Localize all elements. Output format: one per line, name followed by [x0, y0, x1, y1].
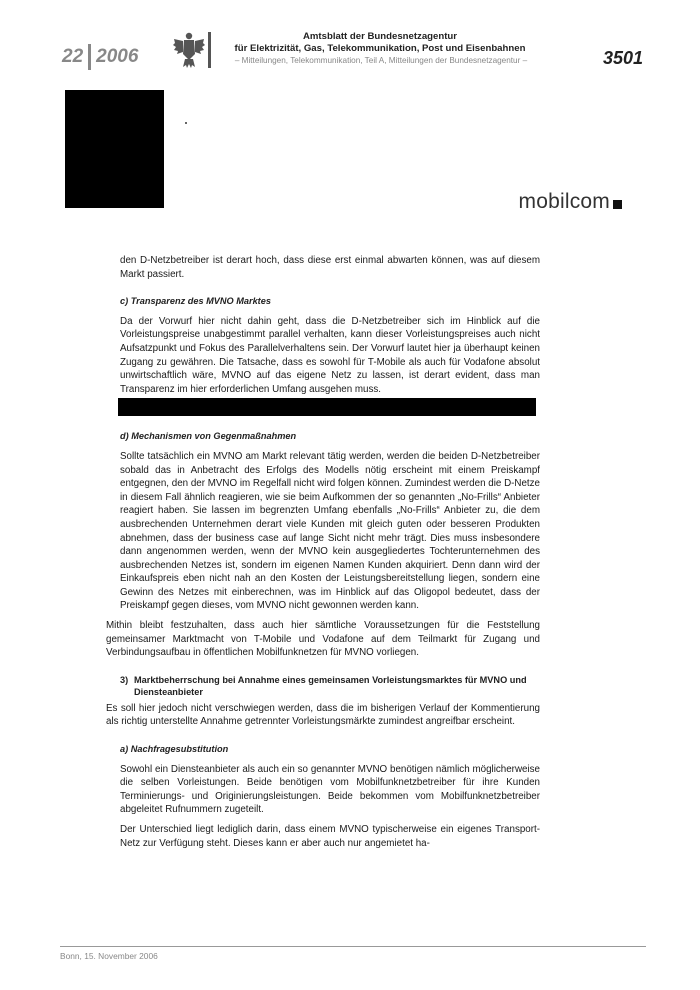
issue-number: [62, 44, 138, 70]
section-3-number: 3): [120, 674, 129, 685]
paragraph-transparenz: Da der Vorwurf hier nicht dahin geht, dass die D-Netzbetreiber sich im Hinblick auf die Vorleistungspreise unabgestimmt parallel verhalten, kann dieser Vorleistungspreises auch nicht Aufsatzpunkt und Fokus des Parallelverhaltens sein. Der Vorwurf lautet hier ja überhaupt keinen Zugang zu gewähren. Die Tatsache, dass es sowohl für T-Mobile als auch für Vodafone absolut unwirtschaftlich wäre, MVNO auf das eigene Netz zu lassen, ist derart evident, dass man Transparenz im hier erforderlichen Umfang ausgehen muss.: [120, 315, 540, 395]
paragraph-section-3: Es soll hier jedoch nicht verschwiegen werden, dass die im bisherigen Verlauf der Kommentierung als richtig unterstellte Annahme getrennter Vorleistungsmärkte zumindest angreifbar erscheint.: [106, 702, 540, 728]
paragraph-nachfrage-2: Der Unterschied liegt lediglich darin, dass einem MVNO typischerweise ein eigenes Transport-Netz zur Verfügung steht. Dieses kann er aber auch nur angemietet ha-: [120, 824, 540, 849]
heading-gegenmassnahmen: d) Mechanismen von Gegenmaßnahmen: [120, 431, 297, 442]
publication-title: [222, 31, 538, 55]
paragraph-nachfrage-1: Sowohl ein Diensteanbieter als auch ein so genannter MVNO benötigen nämlich möglicherweise die selben Vorleistungen. Beide benötigen vom Mobilfunknetzbetreiber für ihre Kunden Terminierungs- und Originierungsleistungen. Beide bekommen vom Mobilfunknetzbetreiber abgeleitet Rufnummern zugeteilt.: [120, 763, 540, 816]
redacted-line: [118, 398, 536, 416]
paragraph-gegenmassnahmen: Sollte tatsächlich ein MVNO am Markt relevant tätig werden, werden die beiden D-Netzbetreiber sobald das in Anbetracht des Erfolgs des Modells nötig erscheint mit einem Preiskampf entgegnen, den der MVNO im Regelfall nicht wird folgen können. Zumindest werden die D-Netze in diesem Fall ähnlich reagieren, wie sie beim Aufkommen der so genannten „No-Frills“ Anbieter reagiert haben. Sie lassen im begrenzten Umfang ebenfalls „No-Frills“ Anbieter zu, die dem ausbrechenden Unternehmen derart viele Kunden mit gleich guten oder besseren Produkten abnehmen, dass der business case auf lange Sicht nicht mehr trägt. Dies muss insbesondere dann angenommen werden, wenn der MVNO kein ausgegliedertes Tochterunternehmen des ausbrechenden Netzes ist, sondern im eigenen Namen Kunden akquiriert. Denn dann wird der Einkaufspreis eben nicht nah an den Kosten der Leistungsbereitstellung liegen, sondern eine Gewinn des Netzes mit einberechnen, was im Hinblick auf das Oligopol bedeutet, dass der Preiskampf gegen dieses, vom MVNO nicht gewonnen werden kann.: [120, 450, 540, 612]
title-line-1: Amtsblatt der Bundesnetzagentur: [302, 31, 458, 42]
issue-divider: [88, 44, 91, 70]
federal-eagle-icon: [172, 30, 206, 70]
page-number: 3501: [602, 48, 643, 68]
footer-date: Bonn, 15. November 2006: [60, 951, 158, 961]
section-3-heading: [120, 674, 540, 698]
speck: [185, 122, 187, 124]
heading-nachfragesubstitution: a) Nachfragesubstitution: [120, 744, 229, 755]
logo-text: mobilcom: [518, 190, 610, 213]
paragraph-conclusion: Mithin bleibt festzuhalten, dass auch hier sämtliche Voraussetzungen für die Feststellung gemeinsamer Marktmacht von T-Mobile und Vodafone auf dem Teilmarkt für Zugang und Verbindungsaufbau in öffentlichen Mobilfunknetzen für MVNO vorliegen.: [106, 620, 540, 659]
issue-year: 2006: [96, 46, 139, 67]
heading-transparenz: c) Transparenz des MVNO Marktes: [120, 296, 271, 307]
header-divider: [208, 32, 211, 68]
document-body: [106, 254, 540, 850]
redacted-block: [65, 90, 164, 208]
title-line-2: für Elektrizität, Gas, Telekommunikation, Post und Eisenbahnen: [234, 43, 526, 54]
footer-divider: [60, 946, 646, 947]
intro-paragraph: den D-Netzbetreiber ist derart hoch, dass diese erst einmal abwarten können, was auf diesem Markt passiert.: [120, 255, 540, 280]
section-3-title: Marktbeherrschung bei Annahme eines gemeinsamen Vorleistungsmarktes für MVNO und Diensteanbieter: [134, 674, 527, 697]
publication-subtitle: – Mitteilungen, Telekommunikation, Teil A, Mitteilungen der Bundesnetzagentur –: [234, 56, 528, 65]
mobilcom-logo: [519, 190, 622, 214]
logo-square-icon: [613, 200, 622, 209]
issue-no: 22: [62, 46, 84, 67]
